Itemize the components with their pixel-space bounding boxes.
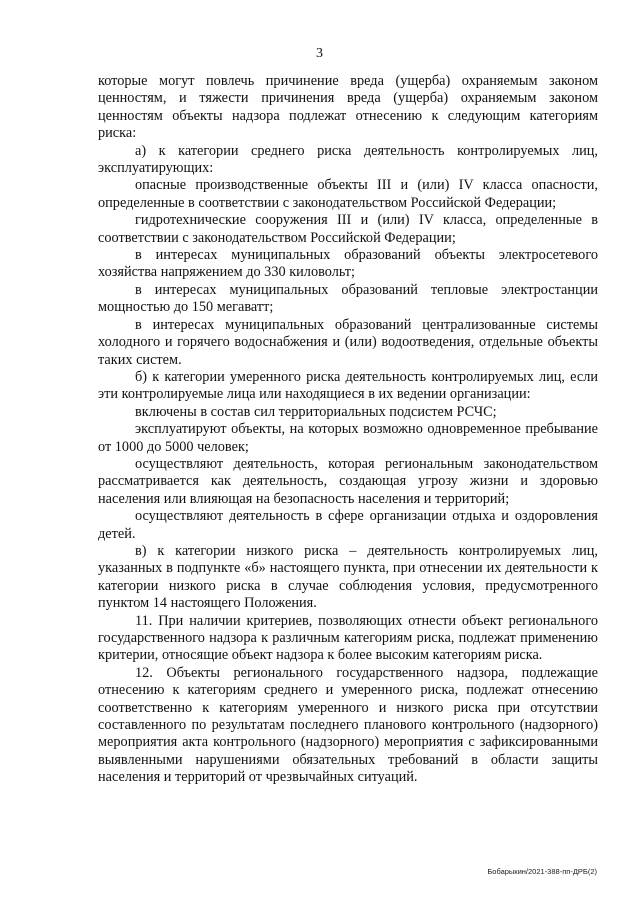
paragraph: которые могут повлечь причинение вреда (ущерба) охраняемым законом ценностям, и тяжести причинения вреда (ущерба) охраняемым законом ценностям объекты надзора подлежат отнесению к следующим категориям риска: [98, 73, 598, 142]
paragraph: б) к категории умеренного риска деятельность контролируемых лиц, если эти контролируемые лица или находящиеся в их ведении организации: [98, 368, 598, 403]
paragraph: 12. Объекты регионального государственного надзора, подлежащие отнесению к категориям среднего и умеренного риска, подлежат отнесению соответственно к категориям умеренного и низкого риска при отсутствии составленного по результатам последнего планового контрольного (надзорного) мероприятия акта контрольного (надзорного) мероприятия с зафиксированными выявленными нарушениями обязательных требований в области защиты населения и территорий от чрезвычайных ситуаций. [98, 664, 598, 786]
paragraph: гидротехнические сооружения III и (или) IV класса, определенные в соответствии с законодательством Российской Федерации; [98, 212, 598, 246]
paragraph: осуществляют деятельность в сфере организации отдыха и оздоровления детей. [98, 508, 598, 542]
paragraph: включены в состав сил территориальных подсистем РСЧС; [135, 403, 497, 420]
paragraph: в) к категории низкого риска – деятельность контролируемых лиц, указанных в подпункте «б» настоящего пункта, при отнесении их деятельности к категории низкого риска в случае соблюдения условия, предусмотренного пунктом 14 настоящего Положения. [98, 542, 598, 612]
paragraph: осуществляют деятельность, которая региональным законодательством рассматривается как деятельность, создающая угрозу жизни и здоровью населения или влияющая на безопасность населения и территорий; [98, 455, 598, 507]
paragraph: а) к категории среднего риска деятельность контролируемых лиц, эксплуатирующих: [98, 142, 598, 177]
page-number: 3 [316, 46, 323, 61]
document-body [98, 73, 598, 787]
paragraph: в интересах муниципальных образований централизованные системы холодного и горячего водоснабжения и (или) водоотведения, отдельные объекты таких систем. [98, 316, 598, 368]
paragraph: опасные производственные объекты III и (или) IV класса опасности, определенные в соответствии с законодательством Российской Федерации; [98, 177, 598, 211]
paragraph: эксплуатируют объекты, на которых возможно одновременное пребывание от 1000 до 5000 человек; [98, 421, 598, 455]
paragraph: в интересах муниципальных образований тепловые электростанции мощностью до 150 мегаватт; [98, 281, 598, 316]
paragraph: 11. При наличии критериев, позволяющих отнести объект регионального государственного надзора к различным категориям риска, подлежат применению критерии, относящие объект надзора к более высоким категориям риска. [98, 612, 598, 664]
footer-document-code: Бобарыкин/2021-388-пп-ДРБ(2) [487, 867, 597, 876]
paragraph: в интересах муниципальных образований объекты электросетевого хозяйства напряжением до 330 киловольт; [98, 247, 598, 281]
